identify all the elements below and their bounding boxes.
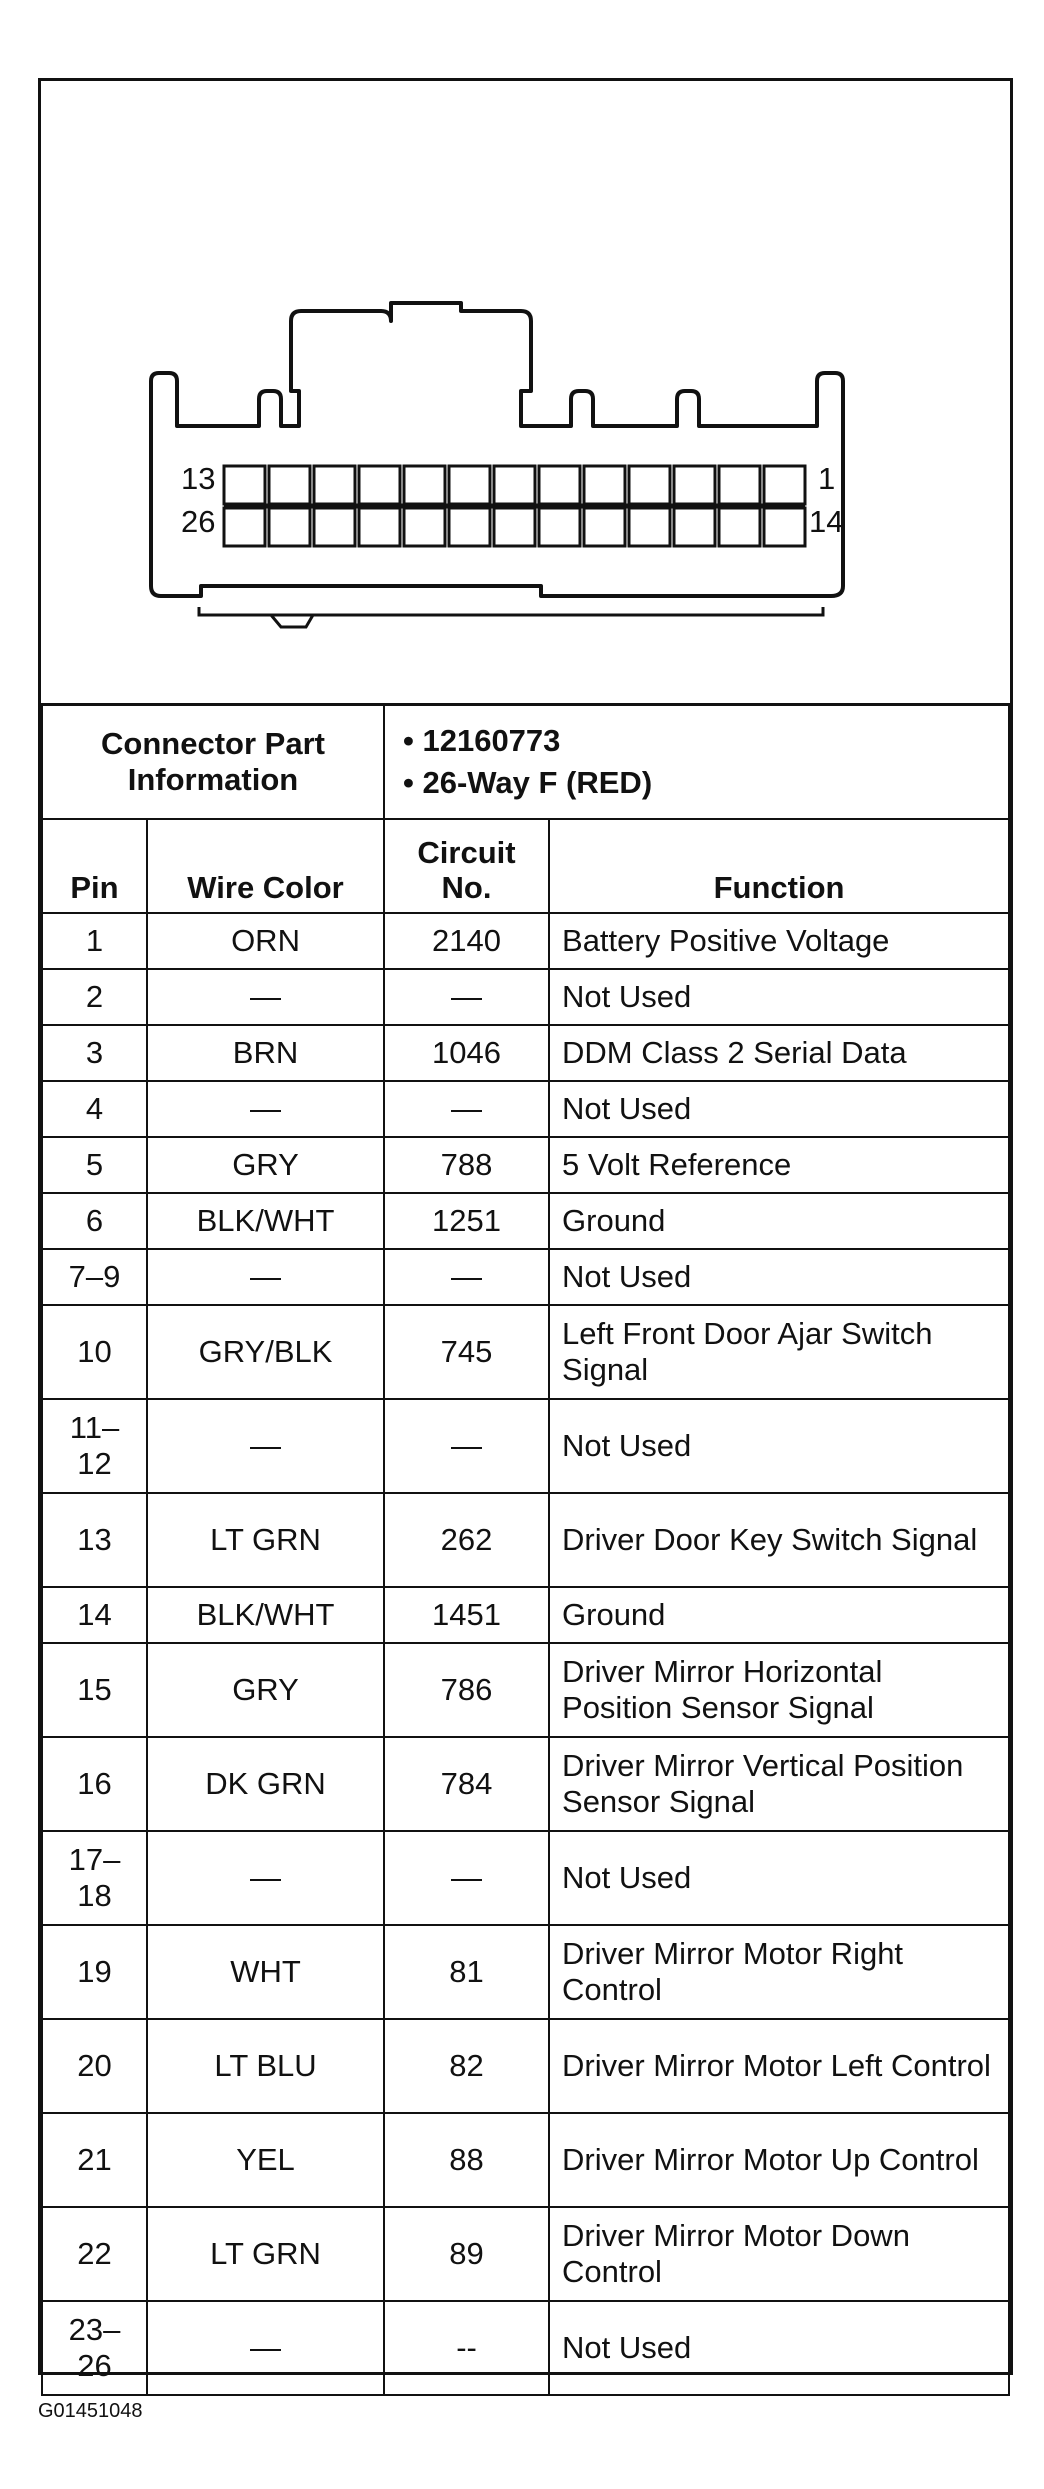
circuit-no-cell: 1451 <box>384 1587 549 1643</box>
function-cell: Not Used <box>549 1399 1009 1493</box>
pin-cavity <box>224 508 265 546</box>
circuit-no-cell: — <box>384 1249 549 1305</box>
circuit-no-cell: 89 <box>384 2207 549 2301</box>
circuit-no-cell: 2140 <box>384 913 549 969</box>
pin-cavity <box>494 508 535 546</box>
pin-cavity <box>674 508 715 546</box>
pin-cavity <box>674 466 715 504</box>
pin-cell: 10 <box>42 1305 147 1399</box>
circuit-no-cell: 262 <box>384 1493 549 1587</box>
pin-cell: 15 <box>42 1643 147 1737</box>
figure-id-caption: G01451048 <box>38 2400 143 2422</box>
function-cell: Not Used <box>549 1249 1009 1305</box>
pin-cavity <box>764 508 805 546</box>
wire-color-cell: — <box>147 2301 384 2395</box>
circuit-no-cell: -- <box>384 2301 549 2395</box>
pin-cell: 6 <box>42 1193 147 1249</box>
wire-color-cell: GRY <box>147 1137 384 1193</box>
wire-color-cell: LT GRN <box>147 1493 384 1587</box>
pin-cell: 20 <box>42 2019 147 2113</box>
pin-cavity <box>584 508 625 546</box>
pin-cell: 13 <box>42 1493 147 1587</box>
col-header-circuit-no: Circuit No. <box>384 819 549 913</box>
pin-cell: 22 <box>42 2207 147 2301</box>
circuit-no-cell: 88 <box>384 2113 549 2207</box>
wire-color-cell: BRN <box>147 1025 384 1081</box>
wire-color-cell: WHT <box>147 1925 384 2019</box>
function-cell: Not Used <box>549 1081 1009 1137</box>
function-cell: Driver Mirror Motor Down Control <box>549 2207 1009 2301</box>
connector-housing-top <box>151 303 843 561</box>
pin-cell: 4 <box>42 1081 147 1137</box>
table-row <box>42 1925 1009 2019</box>
pin-cell: 19 <box>42 1925 147 2019</box>
table-row <box>42 1831 1009 1925</box>
connector-sheet <box>38 78 1013 2383</box>
wire-color-cell: DK GRN <box>147 1737 384 1831</box>
table-row <box>42 1737 1009 1831</box>
function-cell: Ground <box>549 1193 1009 1249</box>
connector-housing-bottom <box>151 561 843 596</box>
pin-cell: 21 <box>42 2113 147 2207</box>
pin-cell: 17–18 <box>42 1831 147 1925</box>
wire-color-cell: ORN <box>147 913 384 969</box>
part-info-header: Connector Part Information <box>42 704 384 819</box>
function-cell: Driver Door Key Switch Signal <box>549 1493 1009 1587</box>
wire-color-cell: — <box>147 969 384 1025</box>
part-number: • 12160773 <box>403 722 561 758</box>
table-row <box>42 1643 1009 1737</box>
circuit-no-cell: 784 <box>384 1737 549 1831</box>
col-header-pin: Pin <box>42 819 147 913</box>
pin-cavity <box>584 466 625 504</box>
circuit-no-cell: — <box>384 1081 549 1137</box>
pin-label-26: 26 <box>181 504 216 539</box>
function-cell: Driver Mirror Motor Up Control <box>549 2113 1009 2207</box>
pin-cell: 11–12 <box>42 1399 147 1493</box>
pin-label-13: 13 <box>181 461 216 496</box>
pin-cavity <box>404 466 445 504</box>
part-info-values <box>384 704 1009 819</box>
circuit-no-cell: 786 <box>384 1643 549 1737</box>
table-row <box>42 1493 1009 1587</box>
circuit-no-cell: — <box>384 1399 549 1493</box>
function-cell: Ground <box>549 1587 1009 1643</box>
pin-cavity <box>539 508 580 546</box>
circuit-no-cell: — <box>384 969 549 1025</box>
function-cell: Battery Positive Voltage <box>549 913 1009 969</box>
table-row <box>42 1081 1009 1137</box>
pin-cavity <box>764 466 805 504</box>
pin-cavity <box>449 466 490 504</box>
pin-cell: 5 <box>42 1137 147 1193</box>
function-cell: Driver Mirror Motor Right Control <box>549 1925 1009 2019</box>
pin-cavity <box>719 508 760 546</box>
wire-color-cell: YEL <box>147 2113 384 2207</box>
wire-color-cell: BLK/WHT <box>147 1587 384 1643</box>
circuit-no-cell: 82 <box>384 2019 549 2113</box>
wire-color-cell: — <box>147 1249 384 1305</box>
table-row <box>42 2019 1009 2113</box>
table-row <box>42 1249 1009 1305</box>
table-row <box>42 1587 1009 1643</box>
table-row <box>42 1399 1009 1493</box>
pin-cavity <box>314 466 355 504</box>
pin-cavity <box>314 508 355 546</box>
pin-cell: 2 <box>42 969 147 1025</box>
part-description: • 26-Way F (RED) <box>403 764 653 800</box>
pin-cavity <box>449 508 490 546</box>
wire-color-cell: — <box>147 1399 384 1493</box>
circuit-no-cell: 745 <box>384 1305 549 1399</box>
pin-cavity <box>629 508 670 546</box>
table-row <box>42 913 1009 969</box>
pin-cell: 1 <box>42 913 147 969</box>
connector-base-line <box>199 607 823 615</box>
pin-cell: 14 <box>42 1587 147 1643</box>
wire-color-cell: — <box>147 1081 384 1137</box>
function-cell: Not Used <box>549 969 1009 1025</box>
pin-cavity <box>269 508 310 546</box>
connector-diagram <box>41 81 1010 706</box>
pinout-table <box>41 703 1010 2396</box>
function-cell: DDM Class 2 Serial Data <box>549 1025 1009 1081</box>
pin-cavity <box>269 466 310 504</box>
wire-color-cell: LT BLU <box>147 2019 384 2113</box>
table-row <box>42 2207 1009 2301</box>
pin-cell: 3 <box>42 1025 147 1081</box>
function-cell: Driver Mirror Horizontal Position Sensor Signal <box>549 1643 1009 1737</box>
part-info-row <box>42 704 1009 819</box>
table-row <box>42 1193 1009 1249</box>
function-cell: Driver Mirror Vertical Position Sensor Signal <box>549 1737 1009 1831</box>
column-header-row <box>42 819 1009 913</box>
table-row <box>42 1137 1009 1193</box>
function-cell: Left Front Door Ajar Switch Signal <box>549 1305 1009 1399</box>
connector-latch-tab <box>271 615 313 627</box>
wire-color-cell: BLK/WHT <box>147 1193 384 1249</box>
pin-cell: 16 <box>42 1737 147 1831</box>
wire-color-cell: GRY/BLK <box>147 1305 384 1399</box>
pin-cavity <box>719 466 760 504</box>
table-row <box>42 2301 1009 2395</box>
function-cell: Not Used <box>549 2301 1009 2395</box>
circuit-no-cell: 788 <box>384 1137 549 1193</box>
pin-cell: 7–9 <box>42 1249 147 1305</box>
circuit-no-cell: 1046 <box>384 1025 549 1081</box>
pin-cavity <box>224 466 265 504</box>
table-row <box>42 1305 1009 1399</box>
circuit-no-cell: — <box>384 1831 549 1925</box>
wire-color-cell: LT GRN <box>147 2207 384 2301</box>
pin-cavity <box>494 466 535 504</box>
wire-color-cell: — <box>147 1831 384 1925</box>
connector-outline-drawing <box>41 81 1010 701</box>
pin-cavity <box>629 466 670 504</box>
wire-color-cell: GRY <box>147 1643 384 1737</box>
table-row <box>42 1025 1009 1081</box>
function-cell: Not Used <box>549 1831 1009 1925</box>
function-cell: 5 Volt Reference <box>549 1137 1009 1193</box>
pin-cavity <box>404 508 445 546</box>
col-header-wire-color: Wire Color <box>147 819 384 913</box>
pin-cell: 23–26 <box>42 2301 147 2395</box>
circuit-no-cell: 81 <box>384 1925 549 2019</box>
circuit-no-cell: 1251 <box>384 1193 549 1249</box>
pin-cavity <box>539 466 580 504</box>
pin-label-1: 1 <box>818 461 836 496</box>
col-header-function: Function <box>549 819 1009 913</box>
table-row <box>42 969 1009 1025</box>
pin-cavity <box>359 508 400 546</box>
table-row <box>42 2113 1009 2207</box>
pin-label-14: 14 <box>809 504 844 539</box>
pin-cavity <box>359 466 400 504</box>
function-cell: Driver Mirror Motor Left Control <box>549 2019 1009 2113</box>
